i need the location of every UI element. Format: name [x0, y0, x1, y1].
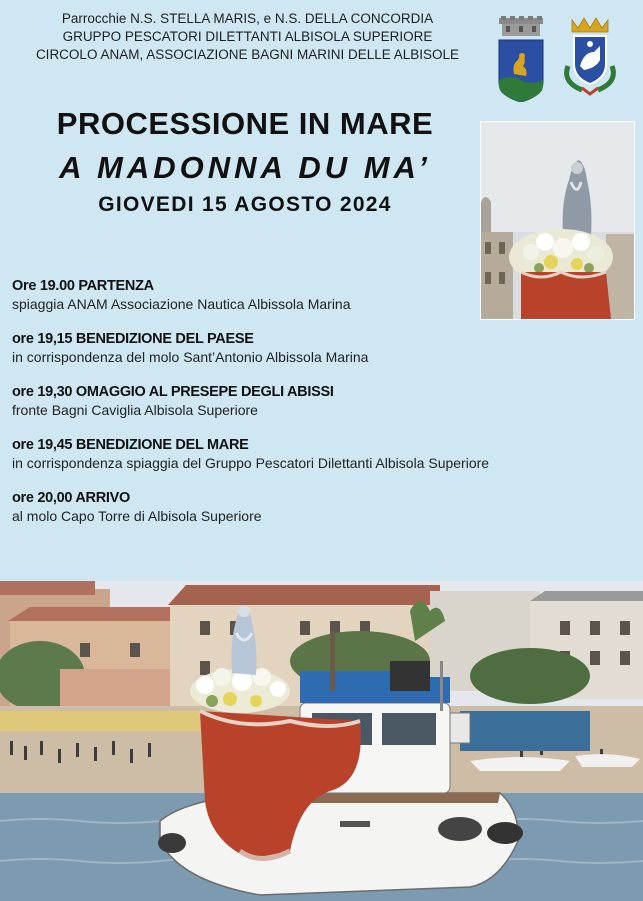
- boat-procession-photo: [0, 581, 643, 901]
- schedule-item: [12, 277, 632, 313]
- schedule-item-place: in corrispondenza del molo Sant’Antonio Albissola Marina: [12, 349, 369, 365]
- event-subtitle: A MADONNA DU MA’: [59, 150, 431, 185]
- schedule-item-place: spiaggia ANAM Associazione Nautica Albissola Marina: [12, 296, 351, 312]
- comune-albissola-marina-crest-icon: [496, 16, 546, 102]
- schedule-list: [12, 277, 632, 542]
- schedule-item-time: ore 19,45 BENEDIZIONE DEL MARE: [12, 437, 249, 453]
- schedule-item-place: in corrispondenza spiaggia del Gruppo Pescatori Dilettanti Albisola Superiore: [12, 455, 490, 471]
- schedule-item-time: ore 20,00 ARRIVO: [12, 490, 130, 506]
- schedule-item-time: ore 19,30 OMAGGIO AL PRESEPE DEGLI ABISSI: [12, 384, 334, 400]
- schedule-item-place: al molo Capo Torre di Albisola Superiore: [12, 508, 262, 524]
- schedule-item-time: Ore 19.00 PARTENZA: [12, 278, 154, 294]
- organizers-line-3: CIRCOLO ANAM, ASSOCIAZIONE BAGNI MARINI DELLE ALBISOLE: [35, 47, 460, 62]
- schedule-item-place: fronte Bagni Caviglia Albisola Superiore: [12, 402, 258, 418]
- schedule-item-time: ore 19,15 BENEDIZIONE DEL PAESE: [12, 331, 254, 347]
- schedule-item: [12, 436, 632, 472]
- event-title: PROCESSIONE IN MARE: [56, 106, 434, 141]
- schedule-item: [12, 330, 632, 366]
- schedule-item: [12, 489, 632, 525]
- organizers-line-2: GRUPPO PESCATORI DILETTANTI ALBISOLA SUPERIORE: [62, 29, 433, 44]
- schedule-item: [12, 383, 632, 419]
- event-date: GIOVEDI 15 AGOSTO 2024: [98, 193, 392, 216]
- comune-albisola-superiore-crest-icon: [560, 16, 620, 96]
- organizers-header: [0, 10, 495, 64]
- organizers-line-1: Parrocchie N.S. STELLA MARIS, e N.S. DELLA CONCORDIA: [61, 11, 434, 26]
